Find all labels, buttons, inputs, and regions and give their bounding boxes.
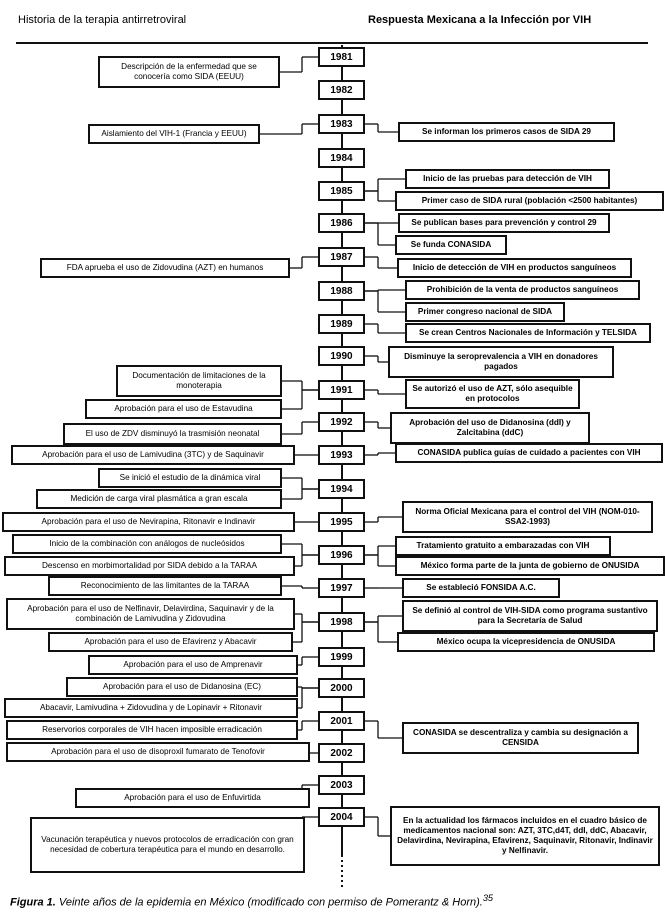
year-marker-1997: 1997 <box>318 578 365 598</box>
caption-text: Veinte años de la epidemia en México (modificado con permiso de Pomerantz & Horn). <box>55 896 483 909</box>
year-marker-1986: 1986 <box>318 213 365 233</box>
therapy-event-9: Medición de carga viral plasmática a gran escala <box>36 489 282 509</box>
year-marker-1983: 1983 <box>318 114 365 134</box>
mexico-event-8: Primer congreso nacional de SIDA <box>405 302 565 322</box>
mexico-event-4: Se publican bases para prevención y control 29 <box>398 213 610 233</box>
year-marker-1984: 1984 <box>318 148 365 168</box>
figure-caption <box>10 893 493 909</box>
year-marker-1998: 1998 <box>318 612 365 632</box>
mexico-event-5: Se funda CONASIDA <box>395 235 507 255</box>
mexico-event-12: Aprobación del uso de Didanosina (ddI) y Zalcitabina (ddC) <box>390 412 590 444</box>
left-column-title: Historia de la terapia antirretroviral <box>18 14 187 26</box>
therapy-event-20: Aprobación para el uso de disoproxil fumarato de Tenofovir <box>6 742 310 762</box>
year-marker-1994: 1994 <box>318 479 365 499</box>
mexico-event-19: México ocupa la vicepresidencia de ONUSIDA <box>397 632 655 652</box>
year-marker-2001: 2001 <box>318 711 365 731</box>
caption-label: Figura 1. <box>10 896 56 909</box>
mexico-event-2: Inicio de las pruebas para detección de VIH <box>405 169 610 189</box>
mexico-event-18: Se definió al control de VIH-SIDA como programa sustantivo para la Secretaría de Salud <box>402 600 658 632</box>
therapy-event-22: Vacunación terapéutica y nuevos protocolos de erradicación con gran necesidad de cobertura terapéutica para el mundo en desarrollo. <box>30 817 305 873</box>
mexico-event-10: Disminuye la seroprevalencia a VIH en donadores pagados <box>388 346 614 378</box>
therapy-event-2: Aislamiento del VIH-1 (Francia y EEUU) <box>88 124 260 144</box>
therapy-event-19: Reservorios corporales de VIH hacen imposible erradicación <box>6 720 298 740</box>
therapy-event-12: Descenso en morbimortalidad por SIDA debido a la TARAA <box>4 556 295 576</box>
mexico-event-16: México forma parte de la junta de gobierno de ONUSIDA <box>395 556 665 576</box>
year-marker-1995: 1995 <box>318 512 365 532</box>
therapy-event-11: Inicio de la combinación con análogos de nucleósidos <box>12 534 282 554</box>
year-marker-1991: 1991 <box>318 380 365 400</box>
year-marker-1985: 1985 <box>318 181 365 201</box>
mexico-event-15: Tratamiento gratuito a embarazadas con VIH <box>395 536 611 556</box>
therapy-event-18: Abacavir, Lamivudina + Zidovudina y de Lopinavir + Ritonavir <box>4 698 298 718</box>
therapy-event-4: Documentación de limitaciones de la monoterapia <box>116 365 282 397</box>
therapy-event-16: Aprobación para el uso de Amprenavir <box>88 655 298 675</box>
year-marker-1996: 1996 <box>318 545 365 565</box>
caption-reference: 35 <box>482 893 494 903</box>
therapy-event-15: Aprobación para el uso de Efavirenz y Abacavir <box>48 632 293 652</box>
year-marker-1992: 1992 <box>318 412 365 432</box>
year-marker-1982: 1982 <box>318 80 365 100</box>
therapy-event-6: El uso de ZDV disminuyó la trasmisión neonatal <box>63 423 282 445</box>
year-marker-1990: 1990 <box>318 346 365 366</box>
year-marker-1981: 1981 <box>318 47 365 67</box>
mexico-event-21: En la actualidad los fármacos incluidos en el cuadro básico de medicamentos nacional son: AZT, 3TC,d4T, ddI, ddC, Abacavir, Delavirdina, Nevirapina, Efavirenz, Saquinavir, Ritonavir, Indinavir y Nelfinavir. <box>390 806 660 866</box>
mexico-event-1: Se informan los primeros casos de SIDA 29 <box>398 122 615 142</box>
mexico-event-11: Se autorizó el uso de AZT, sólo asequible en protocolos <box>405 379 580 409</box>
year-marker-1993: 1993 <box>318 445 365 465</box>
mexico-event-6: Inicio de detección de VIH en productos sanguíneos <box>397 258 632 278</box>
year-marker-1987: 1987 <box>318 247 365 267</box>
therapy-event-13: Reconocimiento de las limitantes de la TARAA <box>48 576 282 596</box>
therapy-event-5: Aprobación para el uso de Estavudina <box>85 399 282 419</box>
therapy-event-14: Aprobación para el uso de Nelfinavir, Delavirdina, Saquinavir y de la combinación de Lamivudina y Zidovudina <box>6 598 295 630</box>
mexico-event-17: Se estableció FONSIDA A.C. <box>402 578 560 598</box>
year-marker-1999: 1999 <box>318 647 365 667</box>
therapy-event-1: Descripción de la enfermedad que se conocería como SIDA (EEUU) <box>98 56 280 88</box>
mexico-event-13: CONASIDA publica guías de cuidado a pacientes con VIH <box>395 443 663 463</box>
therapy-event-3: FDA aprueba el uso de Zidovudina (AZT) en humanos <box>40 258 290 278</box>
mexico-event-9: Se crean Centros Nacionales de Información y TELSIDA <box>405 323 651 343</box>
therapy-event-8: Se inició el estudio de la dinámica viral <box>98 468 282 488</box>
year-marker-1988: 1988 <box>318 281 365 301</box>
therapy-event-7: Aprobación para el uso de Lamivudina (3TC) y de Saquinavir <box>11 445 295 465</box>
therapy-event-17: Aprobación para el uso de Didanosina (EC) <box>66 677 298 697</box>
therapy-event-10: Aprobación para el uso de Nevirapina, Ritonavir e Indinavir <box>2 512 295 532</box>
mexico-event-20: CONASIDA se descentraliza y cambia su designación a CENSIDA <box>402 722 639 754</box>
year-marker-2002: 2002 <box>318 743 365 763</box>
year-marker-2003: 2003 <box>318 775 365 795</box>
therapy-event-21: Aprobación para el uso de Enfuvirtida <box>75 788 310 808</box>
mexico-event-7: Prohibición de la venta de productos sanguíneos <box>405 280 640 300</box>
mexico-event-3: Primer caso de SIDA rural (población <2500 habitantes) <box>395 191 664 211</box>
year-marker-2004: 2004 <box>318 807 365 827</box>
year-marker-2000: 2000 <box>318 678 365 698</box>
year-marker-1989: 1989 <box>318 314 365 334</box>
right-column-title: Respuesta Mexicana a la Infección por VIH <box>368 14 592 26</box>
mexico-event-14: Norma Oficial Mexicana para el control del VIH (NOM-010-SSA2-1993) <box>402 501 653 533</box>
